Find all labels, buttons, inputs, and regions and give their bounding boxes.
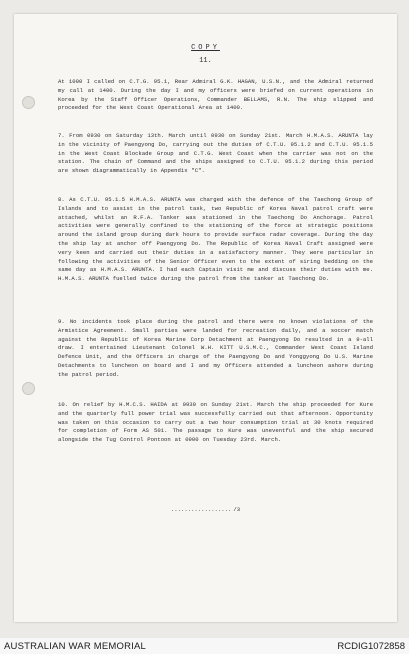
document-heading: COPY [191, 44, 220, 52]
punch-hole [22, 96, 35, 109]
paragraph-7: 7. From 0930 on Saturday 13th. March until 0930 on Sunday 21st. March H.M.A.S. ARUNTA lay in the vicinity of Paengyong Do, carrying out the duties of C.T.U. 95.1.2 and C.T.U. 95.1.5 in the West Coast Blockade Group and C.T.G. West Coast when the carrier was not on the station. The chain of Command and the ships assigned to C.T.U. 95.1.2 during this period are shown diagrammatically in Appendix "C". [58, 132, 373, 175]
archive-caption-bar [0, 638, 409, 654]
footer-next-page: /3 [233, 506, 241, 513]
continuation-marker [14, 506, 397, 513]
footer-dots: .................. [170, 506, 232, 513]
paragraph-9: 9. No incidents took place during the patrol and there were no known violations of the Armistice Agreement. Small parties were landed for recreation daily, and a soccer match against the Republic of Korea Marine Corp Detachment at Paengyong Do resulted in a 9-all draw. I entertained Lieutenant Colonel W.H. KITT U.S.M.C., Commander West Coast Island Defence Unit, and the Officers in charge of the Paengyong Do and Yonggyong Do U.S. Marine Detachments to luncheon on board and I and my Officers attended a luncheon ashore during the patrol period. [58, 318, 373, 378]
document-page [14, 14, 397, 622]
paragraph-8: 8. As C.T.U. 95.1.5 H.M.A.S. ARUNTA was charged with the defence of the Taechong Group of Islands and to assist in the patrol task, two Republic of Korea Naval patrol craft were attached, whilst an R.F.A. Tanker was stationed in the Taechong Do Anchorage. Patrol activities were generally confined to the stationing of the force at strategic positions around the island group during dark hours to provide surface radar coverage. During the day the ship lay at anchor off Paengyong Do. The Republic of Korea Naval Craft assigned were very keen and carried out their duties in a satisfactory manner. They were particular in following the activities of the Senior Officer even to the extent of siring bedding on the same day as H.M.A.S. ARUNTA. I had each Captain visit me and discuss their duties with me. H.M.A.S. ARUNTA fuelled twice during the patrol from the tanker at Taechong Do. [58, 196, 373, 283]
paragraph-10: 10. On relief by H.M.C.S. HAIDA at 0930 on Sunday 21st. March the ship proceeded for Kure and the quarterly full power trial was successfully carried out that afternoon. Opportunity was taken on this occasion to carry out a two hour consumption trial at 30 knots required for completion of Form AS 501. The passage to Kure was uneventful and the ship secured alongside the Tug Control Pontoon at 0900 on Tuesday 23rd. March. [58, 401, 373, 444]
page-number: 11. [199, 57, 212, 65]
archive-record-id: RCDIG1072858 [337, 641, 405, 652]
archive-name: AUSTRALIAN WAR MEMORIAL [4, 641, 147, 652]
punch-hole [22, 382, 35, 395]
paragraph-intro: At 1000 I called on C.T.G. 95.1, Rear Admiral G.K. HAGAN, U.S.N., and the Admiral returned my call at 1400. During the day I and my officers were briefed on current operations in Korea by the Staff Officer Operations, Commander BELLAMS, R.N. The ship slipped and proceeded for the West Coast Operational Area at 1400. [58, 78, 373, 112]
